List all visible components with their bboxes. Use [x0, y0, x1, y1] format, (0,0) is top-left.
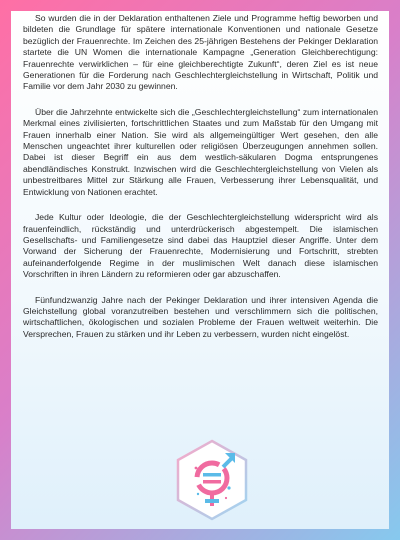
paragraph-4: Fünfundzwanzig Jahre nach der Pekinger Deklaration und ihrer intensiven Agenda die Gleichstellung global voranzutreiben bestehen und verschlimmern sich die politischen, wirtschaftlichen, ökologischen und sozialen Probleme der Frauen weltweit weiterhin. Die Versprechen, Frauen zu stärken und ihr Leben zu verbessern, wurden nicht eingelöst.	[23, 294, 378, 339]
paragraph-3: Jede Kultur oder Ideologie, die der Geschlechtergleichstellung widerspricht wird als frauenfeindlich, rückständig und unterdrückerisch abgestempelt. Die islamischen Gesellschafts- und Familiengesetze sind dabei das Hauptziel dieser Angriffe. Unter dem Vorwand der Sicherung der Frauenrechte, Modernisierung und Fortschritt, strebten aufeinanderfolgende Regime in der muslimischen Welt danach diese islamischen Vorschriften in ihren Ländern zu reformieren oder gar abzuschaffen.	[23, 212, 378, 280]
document-body	[23, 13, 378, 354]
paragraph-1: So wurden die in der Deklaration enthaltenen Ziele und Programme heftig beworben und bildeten die Grundlage für spätere internationale Konventionen und nationale Gesetze bezüglich der Frauenrechte. Im Zeichen des 25-jährigen Bestehens der Pekinger Deklaration startete die UN Women die internationale Kampagne „Generation Gleichberechtigung: Frauenrechte verwirklichen – für eine gleichberechtigte Zukunft“, deren Ziel es ist neue Generationen für die Forderung nach Geschlechtergleichstellung in Wirtschaft, Politik und Familie vor dem Jahr 2030 zu gewinnen.	[23, 13, 378, 92]
paragraph-2: Über die Jahrzehnte entwickelte sich die „Geschlechtergleichstellung“ zum internationalen Merkmal eines zivilisierten, fortschrittlichen Staates und zum Maßstab für den Umgang mit Frauen innerhalb einer Nation. Sie wird als allgemeingültiger Wert gesehen, den alle Menschen ungeachtet ihrer kulturellen oder religiösen Überzeugungen annehmen sollen. Dabei ist dieser Begriff ein aus dem westlich-säkularen Dogma entsprungenes abendländisches Konstrukt. Inzwischen wird die Geschlechtergleichstellung von Vielen als unbestreitbares Mittel zur Stärkung alle Frauen, Verbesserung ihrer Lebensqualität, und Entwicklung von Nationen erachtet.	[23, 106, 378, 197]
gender-equality-icon	[174, 438, 250, 522]
document-page	[11, 11, 389, 529]
